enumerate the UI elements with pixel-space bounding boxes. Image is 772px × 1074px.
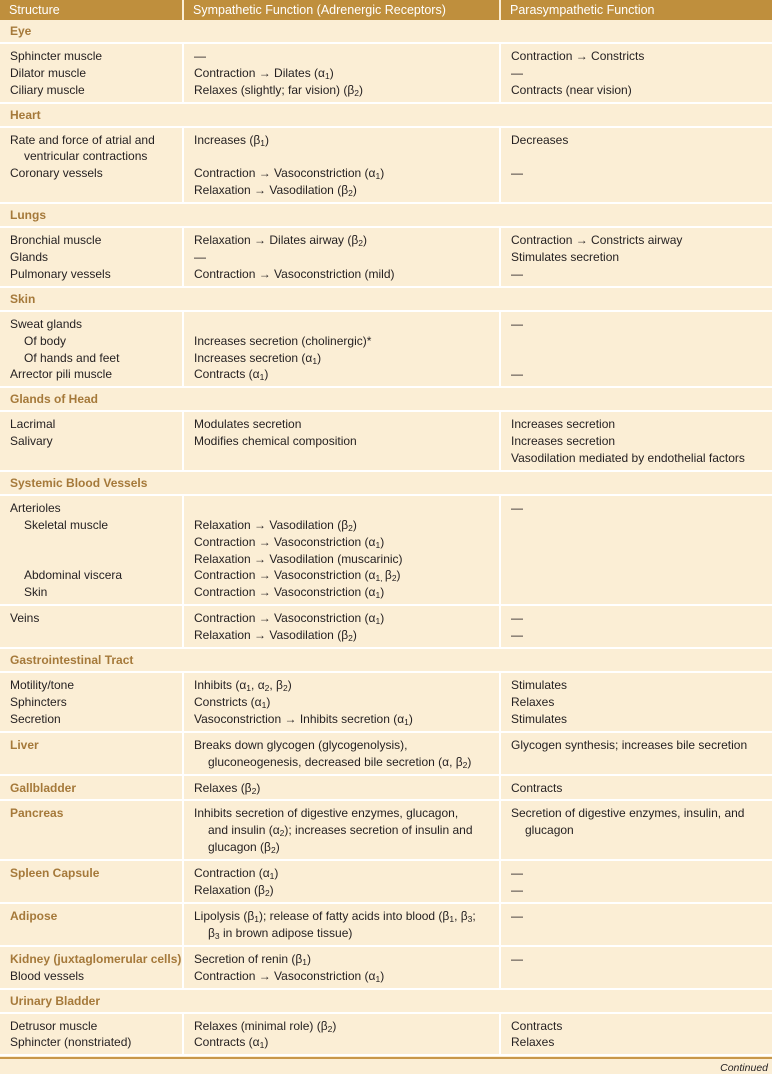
- structure-cell: Sweat glands Of body Of hands and feet Arrector pili muscle: [0, 311, 183, 388]
- structure-cell: Adipose: [0, 903, 183, 946]
- structure-cell: Gallbladder: [0, 775, 183, 801]
- sympathetic-cell: Lipolysis $(\beta_1)$; release of fatty acids into blood ($\beta_1$, $\beta_3$; $\beta_3$ in brown adipose tissue): [183, 903, 500, 946]
- section-title: Lungs: [0, 203, 772, 227]
- section-title: Systemic Blood Vessels: [0, 471, 772, 495]
- sympathetic-cell: Relaxes $(\beta_2)$: [183, 775, 500, 801]
- section-lungs: [0, 203, 772, 227]
- table-row-kidney: [0, 946, 772, 989]
- parasympathetic-cell: — —: [500, 311, 772, 388]
- parasympathetic-cell: Contraction → Constricts airway Stimulates secretion —: [500, 227, 772, 287]
- table-row: [0, 495, 772, 605]
- structure-cell: Bronchial muscle Glands Pulmonary vessels: [0, 227, 183, 287]
- section-title: Gastrointestinal Tract: [0, 648, 772, 672]
- parasympathetic-cell: Stimulates Relaxes Stimulates: [500, 672, 772, 732]
- structure-cell: Pancreas: [0, 800, 183, 860]
- structure-cell: Veins: [0, 605, 183, 648]
- parasympathetic-cell: Contraction → Constricts — Contracts (near vision): [500, 43, 772, 103]
- parasympathetic-cell: —: [500, 946, 772, 989]
- sympathetic-cell: Inhibits ($\alpha_1$, $\alpha_2$, $\beta_2$) Constricts $(\alpha_1)$ Vasoconstriction → Inhibits secretion $(\alpha_1)$: [183, 672, 500, 732]
- parasympathetic-cell: —: [500, 495, 772, 605]
- parasympathetic-cell: Contracts Relaxes: [500, 1013, 772, 1056]
- sympathetic-cell: Increases $(\beta_1)$ Contraction → Vasoconstriction $(\alpha_1)$ Relaxation → Vasodilation $(\beta_2)$: [183, 127, 500, 204]
- section-title: Heart: [0, 103, 772, 127]
- sympathetic-cell: Contraction → Vasoconstriction $(\alpha_1)$ Relaxation → Vasodilation $(\beta_2)$: [183, 605, 500, 648]
- sympathetic-cell: Relaxes (minimal role) $(\beta_2)$ Contracts $(\alpha_1)$: [183, 1013, 500, 1056]
- section-title: Eye: [0, 20, 772, 43]
- section-glands-of-head: [0, 387, 772, 411]
- sympathetic-cell: Increases secretion (cholinergic)* Increases secretion $(\alpha_1)$ Contracts $(\alpha_1)$: [183, 311, 500, 388]
- structure-cell: Lacrimal Salivary: [0, 411, 183, 471]
- section-eye: [0, 20, 772, 43]
- table-row: [0, 411, 772, 471]
- section-systemic-blood-vessels: [0, 471, 772, 495]
- table-row: [0, 605, 772, 648]
- table-row-adipose: [0, 903, 772, 946]
- section-title: Skin: [0, 287, 772, 311]
- sympathetic-cell: Relaxation → Vasodilation $(\beta_2)$ Contraction → Vasoconstriction $(\alpha_1)$ Relaxation → Vasodilation (muscarinic) Contraction → Vasoconstriction ($\alpha_{1,}$ $\beta_2$) Contraction → Vasoconstriction $(\alpha_1)$: [183, 495, 500, 605]
- structure-cell: Liver: [0, 732, 183, 775]
- structure-cell: Arterioles Skeletal muscle Abdominal viscera Skin: [0, 495, 183, 605]
- table-row: [0, 43, 772, 103]
- table-row-liver: [0, 732, 772, 775]
- table-row: [0, 227, 772, 287]
- header-sympathetic: Sympathetic Function (Adrenergic Receptors): [183, 0, 500, 20]
- section-title: Glands of Head: [0, 387, 772, 411]
- structure-cell: Sphincter muscle Dilator muscle Ciliary muscle: [0, 43, 183, 103]
- section-heart: [0, 103, 772, 127]
- section-title: Urinary Bladder: [0, 989, 772, 1013]
- table-row: [0, 1013, 772, 1056]
- header-row: [0, 0, 772, 20]
- continued-label: Continued: [720, 1062, 768, 1074]
- parasympathetic-cell: Contracts: [500, 775, 772, 801]
- sympathetic-cell: — Contraction → Dilates $(\alpha_1)$ Relaxes (slightly; far vision) $(\beta_2)$: [183, 43, 500, 103]
- parasympathetic-cell: Decreases —: [500, 127, 772, 204]
- section-skin: [0, 287, 772, 311]
- parasympathetic-cell: —: [500, 903, 772, 946]
- section-gastrointestinal-tract: [0, 648, 772, 672]
- structure-cell: Kidney (juxtaglomerular cells) Blood vessels: [0, 946, 183, 989]
- sympathetic-cell: Modulates secretion Modifies chemical composition: [183, 411, 500, 471]
- parasympathetic-cell: Glycogen synthesis; increases bile secretion: [500, 732, 772, 775]
- sympathetic-cell: Inhibits secretion of digestive enzymes, glucagon, and insulin $(\alpha_2)$; increases secretion of insulin and glucagon $(\beta_2)$: [183, 800, 500, 860]
- sympathetic-cell: Relaxation → Dilates airway $(\beta_2)$ — Contraction → Vasoconstriction (mild): [183, 227, 500, 287]
- sympathetic-cell: Secretion of renin $(\beta_1)$ Contraction → Vasoconstriction $(\alpha_1)$: [183, 946, 500, 989]
- sympathetic-cell: Breaks down glycogen (glycogenolysis), gluconeogenesis, decreased bile secretion (α, $\beta_2$): [183, 732, 500, 775]
- parasympathetic-cell: — —: [500, 605, 772, 648]
- structure-cell: Spleen Capsule: [0, 860, 183, 903]
- parasympathetic-cell: — —: [500, 860, 772, 903]
- structure-cell: Detrusor muscle Sphincter (nonstriated): [0, 1013, 183, 1056]
- table-row-pancreas: [0, 800, 772, 860]
- table-row: [0, 672, 772, 732]
- section-urinary-bladder: [0, 989, 772, 1013]
- sympathetic-cell: Contraction $(\alpha_1)$ Relaxation $(\beta_2)$: [183, 860, 500, 903]
- header-parasympathetic: Parasympathetic Function: [500, 0, 772, 20]
- parasympathetic-cell: Increases secretion Increases secretion Vasodilation mediated by endothelial factors: [500, 411, 772, 471]
- header-structure: Structure: [0, 0, 183, 20]
- parasympathetic-cell: Secretion of digestive enzymes, insulin, and glucagon: [500, 800, 772, 860]
- table-row-gallbladder: [0, 775, 772, 801]
- structure-cell: Rate and force of atrial and ventricular contractions Coronary vessels: [0, 127, 183, 204]
- table-row-spleen-capsule: [0, 860, 772, 903]
- table-row: [0, 311, 772, 388]
- structure-cell: Motility/tone Sphincters Secretion: [0, 672, 183, 732]
- table-row: [0, 127, 772, 204]
